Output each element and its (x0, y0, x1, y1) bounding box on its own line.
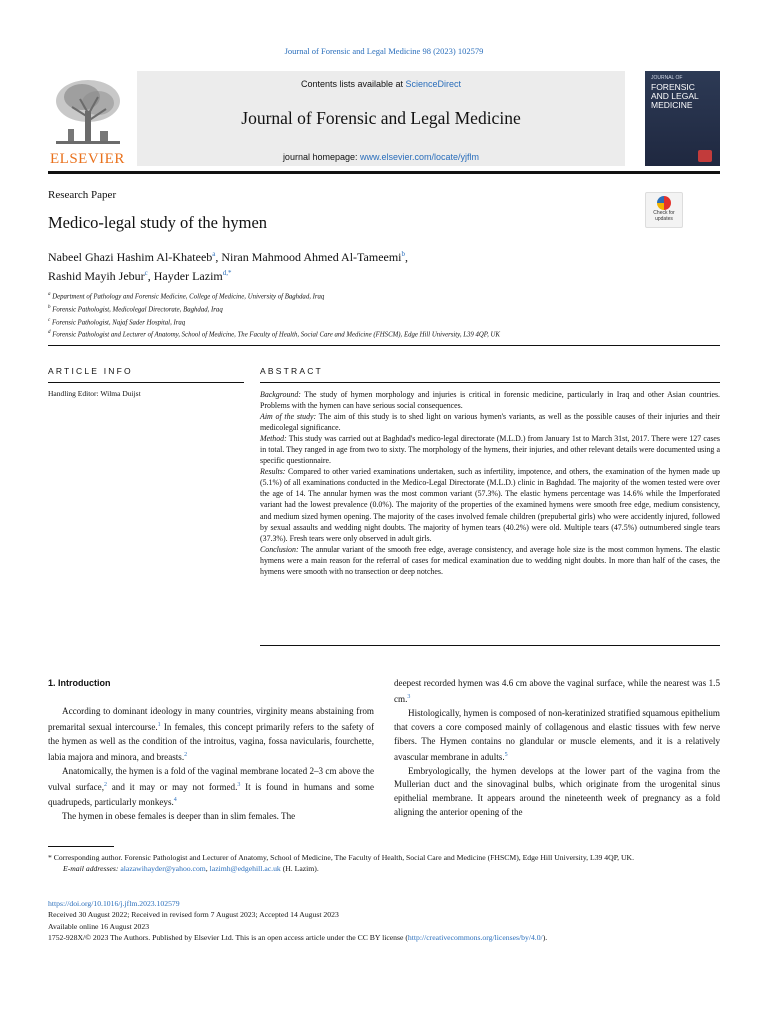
email-link[interactable]: lazimh@edgehill.ac.uk (209, 864, 281, 874)
elsevier-logo[interactable] (48, 71, 127, 166)
elsevier-tree-icon (52, 77, 124, 147)
body-paragraph (48, 705, 374, 765)
body-paragraph (394, 707, 720, 765)
body-text: It is found in humans and some quadrupeds, particularly monkeys. (48, 781, 375, 808)
footnote-text: Corresponding author. Forensic Pathologist and Lecturer of Anatomy, School of Medicine, The Faculty of Health, Social Care and Medicine (FHSCM), Edge Hill University, L39 4QP, UK. (51, 853, 634, 862)
affil-sup: b (48, 304, 51, 310)
author-name[interactable]: Rashid Mayih Jebur (48, 269, 145, 283)
abstract-body (260, 389, 720, 577)
abstract-bottom-rule (260, 645, 720, 646)
author-name[interactable]: Nabeel Ghazi Hashim Al-Khateeb (48, 250, 213, 264)
abstract-label: Aim of the study: (260, 412, 317, 422)
affiliation-list (48, 290, 720, 341)
cover-logo-icon (698, 150, 712, 162)
affil-sup: c (48, 317, 51, 323)
sciencedirect-link[interactable]: ScienceDirect (405, 79, 462, 89)
journal-cover-image[interactable] (645, 71, 720, 166)
affiliation (48, 328, 720, 341)
abstract-text: The annular variant of the smooth free edge, average consistency, and average hole size is the most common hymens. The elastic hymens were a main reason for the referral of cases for medical examination due to wedding night doubts. In more than half of the cases, the hymens were smooth with no transection or deep notches. (260, 544, 720, 576)
license-text: ). (542, 932, 548, 942)
body-text: Anatomically, the hymen is a fold of the vaginal membrane located 2–3 cm above the vulval surface, (48, 765, 374, 792)
received-dates: Received 30 August 2022; Received in revised form 7 August 2023; Accepted 14 August 2023 (48, 910, 339, 920)
affil-text: Forensic Pathologist, Najaf Sader Hospital, Iraq (51, 318, 186, 326)
available-online: Available online 16 August 2023 (48, 921, 150, 931)
affiliation (48, 290, 720, 303)
citation-link[interactable]: 2 (184, 751, 188, 758)
homepage-line (137, 152, 625, 162)
footnote-star: * (48, 853, 52, 862)
footnote-rule (48, 846, 114, 847)
article-title: Medico-legal study of the hymen (48, 213, 268, 232)
section-title-introduction: 1. Introduction (48, 678, 111, 688)
email-line (48, 863, 720, 874)
check-updates-label: Check for updates (653, 210, 675, 222)
abstract-paragraph (260, 466, 720, 543)
masthead-center (137, 71, 625, 166)
author-sep: , (215, 250, 222, 264)
abstract-label: Conclusion: (260, 544, 299, 554)
affil-text: Forensic Pathologist and Lecturer of Anatomy, School of Medicine, The Faculty of Health, Social Care and Medicine (FHSCM), Edge Hill University, L39 4QP, UK (52, 331, 500, 339)
author-affil-sup[interactable]: b (401, 250, 406, 258)
author-name[interactable]: Hayder Lazim (153, 269, 223, 283)
author-affil-sup[interactable]: d,* (222, 269, 232, 277)
email-tail: (H. Lazim). (280, 864, 319, 874)
body-text: According to dominant ideology in many countries, virginity means abstaining from premarital sexual intercourse. (48, 705, 374, 732)
citation-link[interactable]: 3 (407, 693, 411, 700)
journal-masthead (48, 71, 720, 166)
abstract-text: Compared to other varied examinations undertaken, such as infertility, impotence, and others, the examination of the hymen made up (5.1%) of all examinations conducted in the Medico-Legal Directorate (M.L.D.) clinic in Baghdad. The majority of the women tested were over the age of 14. The annular hymen was the most common variant (57.3%). The elastic hymens percentage was 14.6% while the Imperforated variant had the lowest prevalence (0.0%). The majority of the properties of the examined hymens were smooth free edge, medium consistency, and medium sized hymen opening. The majority of the cases involved female children (prepubertal girls) who were accidently injured, followed by sexual assaults and wedding night doubts. The majority of hymen tears (40.2%) were old. Multiple tears (47.5%) outnumbered single tears (37.3%). Fresh tears were only observed in adult girls. (260, 467, 720, 543)
abstract-text: The aim of this study is to shed light on various hymen's variants, as well as the possible causes of their injuries and their medicolegal significance. (260, 412, 720, 433)
abstract-label: Background: (260, 390, 301, 399)
affil-sup: d (48, 330, 51, 336)
running-head[interactable]: Journal of Forensic and Legal Medicine 98 (2023) 102579 (284, 46, 484, 56)
abstract-paragraph (260, 544, 720, 577)
article-metadata (48, 898, 720, 943)
masthead-rule (48, 171, 720, 174)
body-paragraph (48, 765, 374, 811)
section-rule (48, 345, 720, 346)
citation-link[interactable]: 5 (504, 751, 508, 758)
email-sep: , (205, 864, 210, 874)
abstract-rule (260, 382, 720, 383)
affiliation (48, 303, 720, 316)
article-info-rule (48, 382, 244, 383)
email-link[interactable]: alazawihayder@yahoo.com (120, 864, 206, 874)
body-text: and it may or may not formed. (107, 781, 238, 792)
affiliation (48, 316, 720, 329)
body-text: In females, this concept primarily refers to the safety of the hymen as well as the condition of the introitus, vagina, fossa navicularis, fourchette, labia majora and minora, and breasts. (48, 721, 374, 762)
homepage-prefix: journal homepage: (282, 152, 360, 162)
contents-line (137, 79, 625, 89)
author-affil-sup[interactable]: a (212, 250, 216, 258)
citation-link[interactable]: 4 (173, 797, 177, 804)
body-paragraph (48, 810, 374, 824)
doi-link[interactable]: https://doi.org/10.1016/j.jflm.2023.102579 (48, 899, 180, 908)
abstract-paragraph (260, 411, 720, 433)
license-line (48, 932, 720, 943)
journal-title: Journal of Forensic and Legal Medicine (241, 108, 521, 128)
author-sep: , (147, 269, 154, 283)
corresponding-note (48, 852, 720, 863)
body-text: deepest recorded hymen was 4.6 cm above the vaginal surface, while the nearest was 1.5 cm. (394, 678, 720, 704)
body-text: Histologically, hymen is composed of non-keratinized stratified squamous epithelium that covers a core composed mainly of collagenous and elastic tissues with few nerve fibers. The Hymen contains no glandular or muscle elements, and it is a relatively avascular membrane in adults. (394, 707, 720, 762)
journal-homepage-link[interactable]: www.elsevier.com/locate/yjflm (360, 152, 480, 162)
author-sep: , (405, 250, 409, 264)
cover-small-text: JOURNAL OF (651, 75, 683, 81)
abstract-label: Results: (260, 467, 286, 477)
handling-editor: Handling Editor: Wilma Duijst (48, 389, 141, 398)
check-for-updates-badge[interactable] (645, 192, 683, 228)
check-updates-icon (657, 196, 671, 210)
abstract-text: The study of hymen morphology and injuries is critical in forensic medicine, particularly in Iraq and other Asian countries. Problems with the hymen can have serious social consequences. (260, 390, 720, 411)
abstract-text: This study was carried out at Baghdad's medico-legal directorate (M.L.D.) from January 1st to March 31st, 2017. There were 127 cases in total. They ranged in age from two to sixty. The morphology of the hymens, their injuries, and other relevant details were documented using a specific questionnaire. (260, 434, 720, 466)
article-info-heading: ARTICLE INFO (48, 366, 133, 376)
email-label: E-mail addresses: (63, 864, 119, 874)
cover-title: FORENSIC AND LEGAL MEDICINE (651, 82, 699, 110)
citation-link[interactable]: 2 (104, 781, 107, 788)
corresponding-author-footnote (48, 852, 720, 875)
license-text: 1752-928X/© 2023 The Authors. Published by Elsevier Ltd. This is an open access article under the CC BY license ( (48, 932, 408, 942)
author-list (48, 246, 668, 284)
body-column-right (394, 677, 720, 820)
affil-text: Department of Pathology and Forensic Medicine, College of Medicine, University of Baghdad, Iraq (52, 293, 325, 301)
body-column-left (48, 677, 374, 824)
abstract-paragraph (260, 433, 720, 466)
citation-link[interactable]: 3 (237, 781, 241, 788)
author-name[interactable]: Niran Mahmood Ahmed Al-Tameemi (221, 250, 402, 264)
article-type: Research Paper (48, 189, 117, 201)
citation-link[interactable]: 1 (157, 721, 161, 728)
affil-text: Forensic Pathologist, Medicolegal Directorate, Baghdad, Iraq (52, 306, 223, 314)
abstract-heading: ABSTRACT (260, 366, 323, 376)
body-text: Embryologically, the hymen develops at the lower part of the vagina from the Mullerian duct and the sinovaginal bulbs, which originate from the urogenital sinus epithelial membrane. It appears around the nineteenth week of pregnancy as a fold aligning the anterior opening of the (394, 765, 720, 818)
abstract-paragraph (260, 389, 720, 411)
body-text: The hymen in obese females is deeper than in slim females. The (62, 811, 296, 822)
affil-sup: a (48, 292, 51, 297)
abstract-label: Method: (260, 434, 287, 444)
body-paragraph (394, 765, 720, 821)
license-link[interactable]: http://creativecommons.org/licenses/by/4.0/ (407, 932, 543, 942)
body-paragraph (394, 677, 720, 707)
elsevier-wordmark: ELSEVIER (50, 151, 125, 167)
contents-prefix: Contents lists available at (300, 79, 406, 89)
author-affil-sup[interactable]: c (144, 269, 148, 277)
